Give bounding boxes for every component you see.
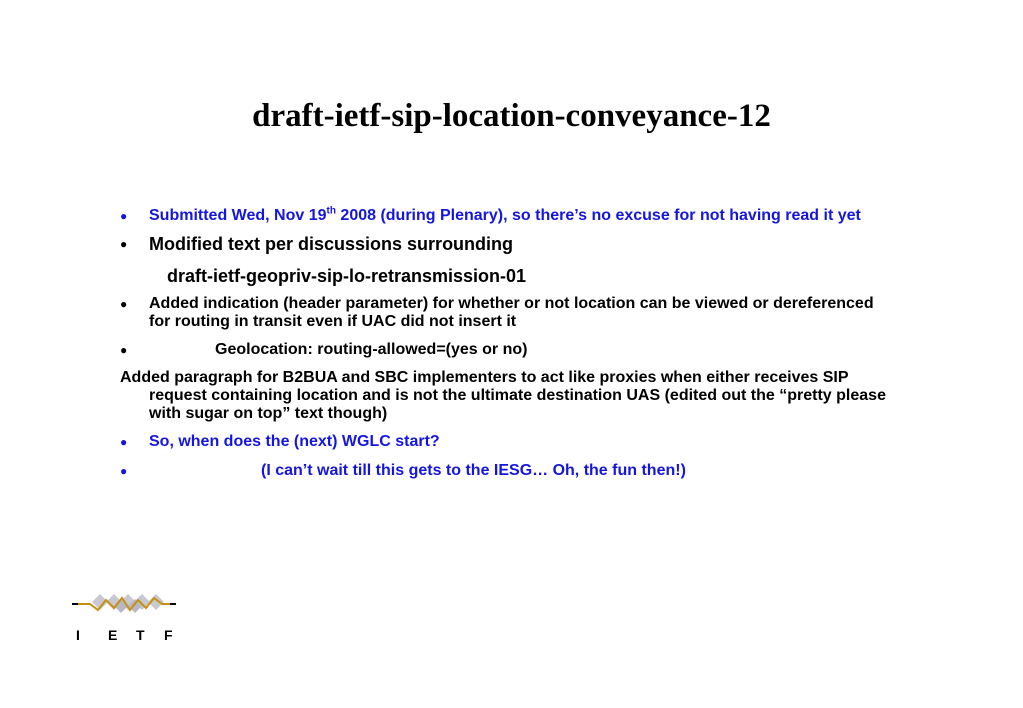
draft-name-text: draft-ietf-geopriv-sip-lo-retransmission-01: [167, 266, 527, 286]
logo-letter: I: [76, 627, 80, 643]
bullet-icon: ●: [120, 435, 128, 449]
bullet-icon: ●: [120, 343, 128, 357]
bullet-list: [120, 207, 890, 480]
bullet-text: Geolocation: routing-allowed=(yes or no): [215, 341, 528, 358]
bullet-icon: ●: [120, 209, 128, 223]
ietf-logo-icon: [70, 588, 180, 648]
logo-letter: T: [136, 627, 145, 643]
paragraph-text: Added paragraph for B2BUA and SBC implementers to act like proxies when either receives SIP request containing location and is not the ultimate destination UAS (edited out the “pretty please with sugar on top” text though): [120, 369, 886, 422]
bullet-icon: ●: [120, 297, 128, 311]
bullet-text: (I can’t wait till this gets to the IESG… Oh, the fun then!): [261, 462, 686, 479]
bullet-item-submitted: [120, 207, 890, 225]
paragraph-b2bua: [120, 369, 890, 423]
bullet-icon: ●: [120, 237, 128, 251]
bullet-text: Modified text per discussions surrounding: [149, 234, 514, 254]
logo-letter: F: [164, 627, 173, 643]
logo-letter: E: [108, 627, 118, 643]
bullet-text: So, when does the (next) WGLC start?: [149, 433, 440, 450]
bullet-item-modified: [120, 233, 890, 255]
bullet-item-added-indication: [120, 295, 890, 331]
draft-name-line: [120, 265, 890, 287]
bullet-item-geolocation: [120, 341, 890, 359]
bullet-text: Submitted Wed, Nov 19th 2008 (during Plenary), so there’s no excuse for not having read it yet: [149, 205, 861, 224]
bullet-icon: ●: [120, 464, 128, 478]
slide-title: draft-ietf-sip-location-conveyance-12: [252, 98, 771, 134]
bullet-text: Added indication (header parameter) for whether or not location can be viewed or dereferenced for routing in transit even if UAC did not insert it: [149, 295, 874, 330]
bullet-item-iesg: [120, 462, 890, 480]
bullet-item-wglc: [120, 433, 890, 451]
